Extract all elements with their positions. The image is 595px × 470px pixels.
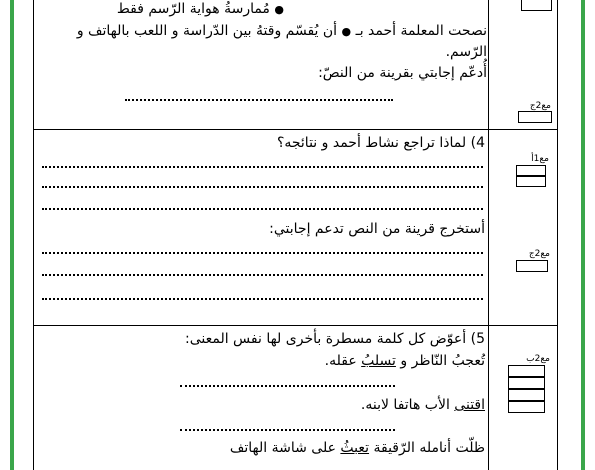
- underlined-word: تعبثُ: [340, 440, 370, 456]
- score-box[interactable]: [508, 389, 545, 401]
- question-4-title: 4) لماذا تراجع نشاط أحمد و نتائجه؟: [276, 135, 485, 151]
- bullet-icon: ●: [274, 3, 284, 16]
- sentence-2: اقتنى الأب هاتفا لابنه.: [360, 397, 485, 413]
- criterion-code: مع2ب: [526, 354, 550, 364]
- choice-line: نصحت المعلمة أحمد بـ ● أن يُقسّم وقتهُ بين الدّراسة و اللعب بالهاتف و: [76, 23, 487, 39]
- answer-line[interactable]: [180, 385, 395, 387]
- bullet-icon: ●: [341, 25, 352, 38]
- score-box[interactable]: [508, 365, 545, 377]
- criterion-code: مع1أ: [531, 154, 549, 164]
- choice-line-continued: الرّسم.: [445, 44, 487, 60]
- answer-line[interactable]: [42, 186, 483, 188]
- underlined-word: تسلبُ: [361, 353, 396, 369]
- answer-line[interactable]: [42, 298, 483, 300]
- score-box[interactable]: [508, 401, 545, 413]
- column-divider: [488, 0, 489, 470]
- answer-line[interactable]: [180, 429, 395, 431]
- score-box[interactable]: [521, 0, 552, 11]
- row-divider: [33, 325, 558, 326]
- sentence-3: ظلّت أنامله الرّقيقة تعبثُ على شاشة الهاتف: [229, 440, 485, 456]
- criterion-code: مع2ج: [528, 249, 550, 259]
- question-5-title: 5) أعوّض كل كلمة مسطرة بأخرى لها نفس المعنى:: [184, 331, 485, 347]
- choice-option-1: ● مُمارسةُ هواية الرّسم فقط: [116, 1, 284, 17]
- sentence-1: تُعجبُ النّاظر و تسلبُ عقله.: [324, 353, 485, 369]
- answer-line[interactable]: [42, 252, 483, 254]
- score-box[interactable]: [516, 176, 546, 187]
- extract-evidence-prompt: أستخرج قرينة من النص تدعم إجابتي:: [269, 221, 485, 237]
- score-box[interactable]: [516, 260, 548, 272]
- row-divider: [33, 129, 558, 130]
- score-box[interactable]: [516, 165, 546, 176]
- answer-line[interactable]: [42, 208, 483, 210]
- score-box[interactable]: [508, 377, 545, 389]
- score-box[interactable]: [518, 111, 552, 123]
- underlined-word: اقتنى: [454, 397, 485, 413]
- answer-line[interactable]: [42, 274, 483, 276]
- evidence-prompt: أُدعّم إجابتي بقرينة من النصّ:: [318, 65, 487, 81]
- answer-line[interactable]: [125, 99, 393, 101]
- criterion-code: مع2ج: [529, 101, 551, 111]
- answer-line[interactable]: [42, 166, 483, 168]
